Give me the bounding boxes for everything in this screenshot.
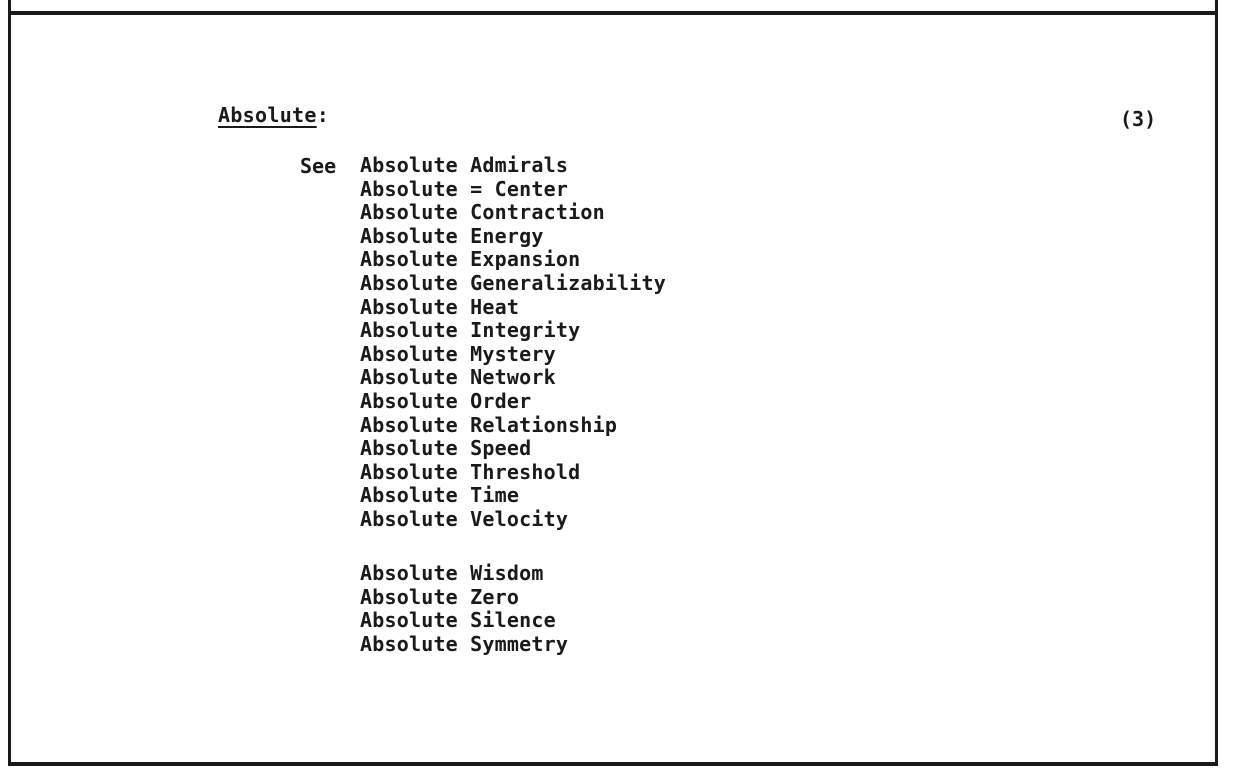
see-label: See <box>300 154 337 178</box>
reference-item: Absolute Integrity <box>360 318 581 343</box>
reference-item: Absolute Network <box>360 365 556 390</box>
reference-item: Absolute Threshold <box>360 459 581 484</box>
reference-item: Absolute Expansion <box>360 247 581 272</box>
reference-item: Absolute Contraction <box>360 200 605 225</box>
reference-item: Absolute Symmetry <box>360 631 569 656</box>
reference-item: Absolute Generalizability <box>360 270 667 295</box>
reference-item: Absolute Order <box>360 388 532 413</box>
entry-heading-suffix: : <box>316 103 330 127</box>
entry-heading <box>218 103 329 127</box>
reference-item: Absolute = Center <box>360 176 569 201</box>
reference-item: Absolute Silence <box>360 608 556 633</box>
reference-item: Absolute Mystery <box>360 341 556 366</box>
reference-list-group-1 <box>360 154 666 532</box>
reference-item: Absolute Relationship <box>360 412 618 437</box>
reference-item: Absolute Heat <box>360 294 520 319</box>
reference-item: Absolute Time <box>360 483 520 508</box>
entry-heading-word: Absolute <box>218 103 317 127</box>
reference-item: Absolute Zero <box>360 584 520 609</box>
reference-item: Absolute Speed <box>360 436 532 461</box>
reference-item: Absolute Wisdom <box>360 561 544 585</box>
reference-item: Absolute Energy <box>360 223 544 248</box>
page-number: (3) <box>1120 107 1157 131</box>
reference-list-group-2 <box>360 562 568 656</box>
reference-item: Absolute Admirals <box>360 153 569 177</box>
reference-item: Absolute Velocity <box>360 506 569 531</box>
